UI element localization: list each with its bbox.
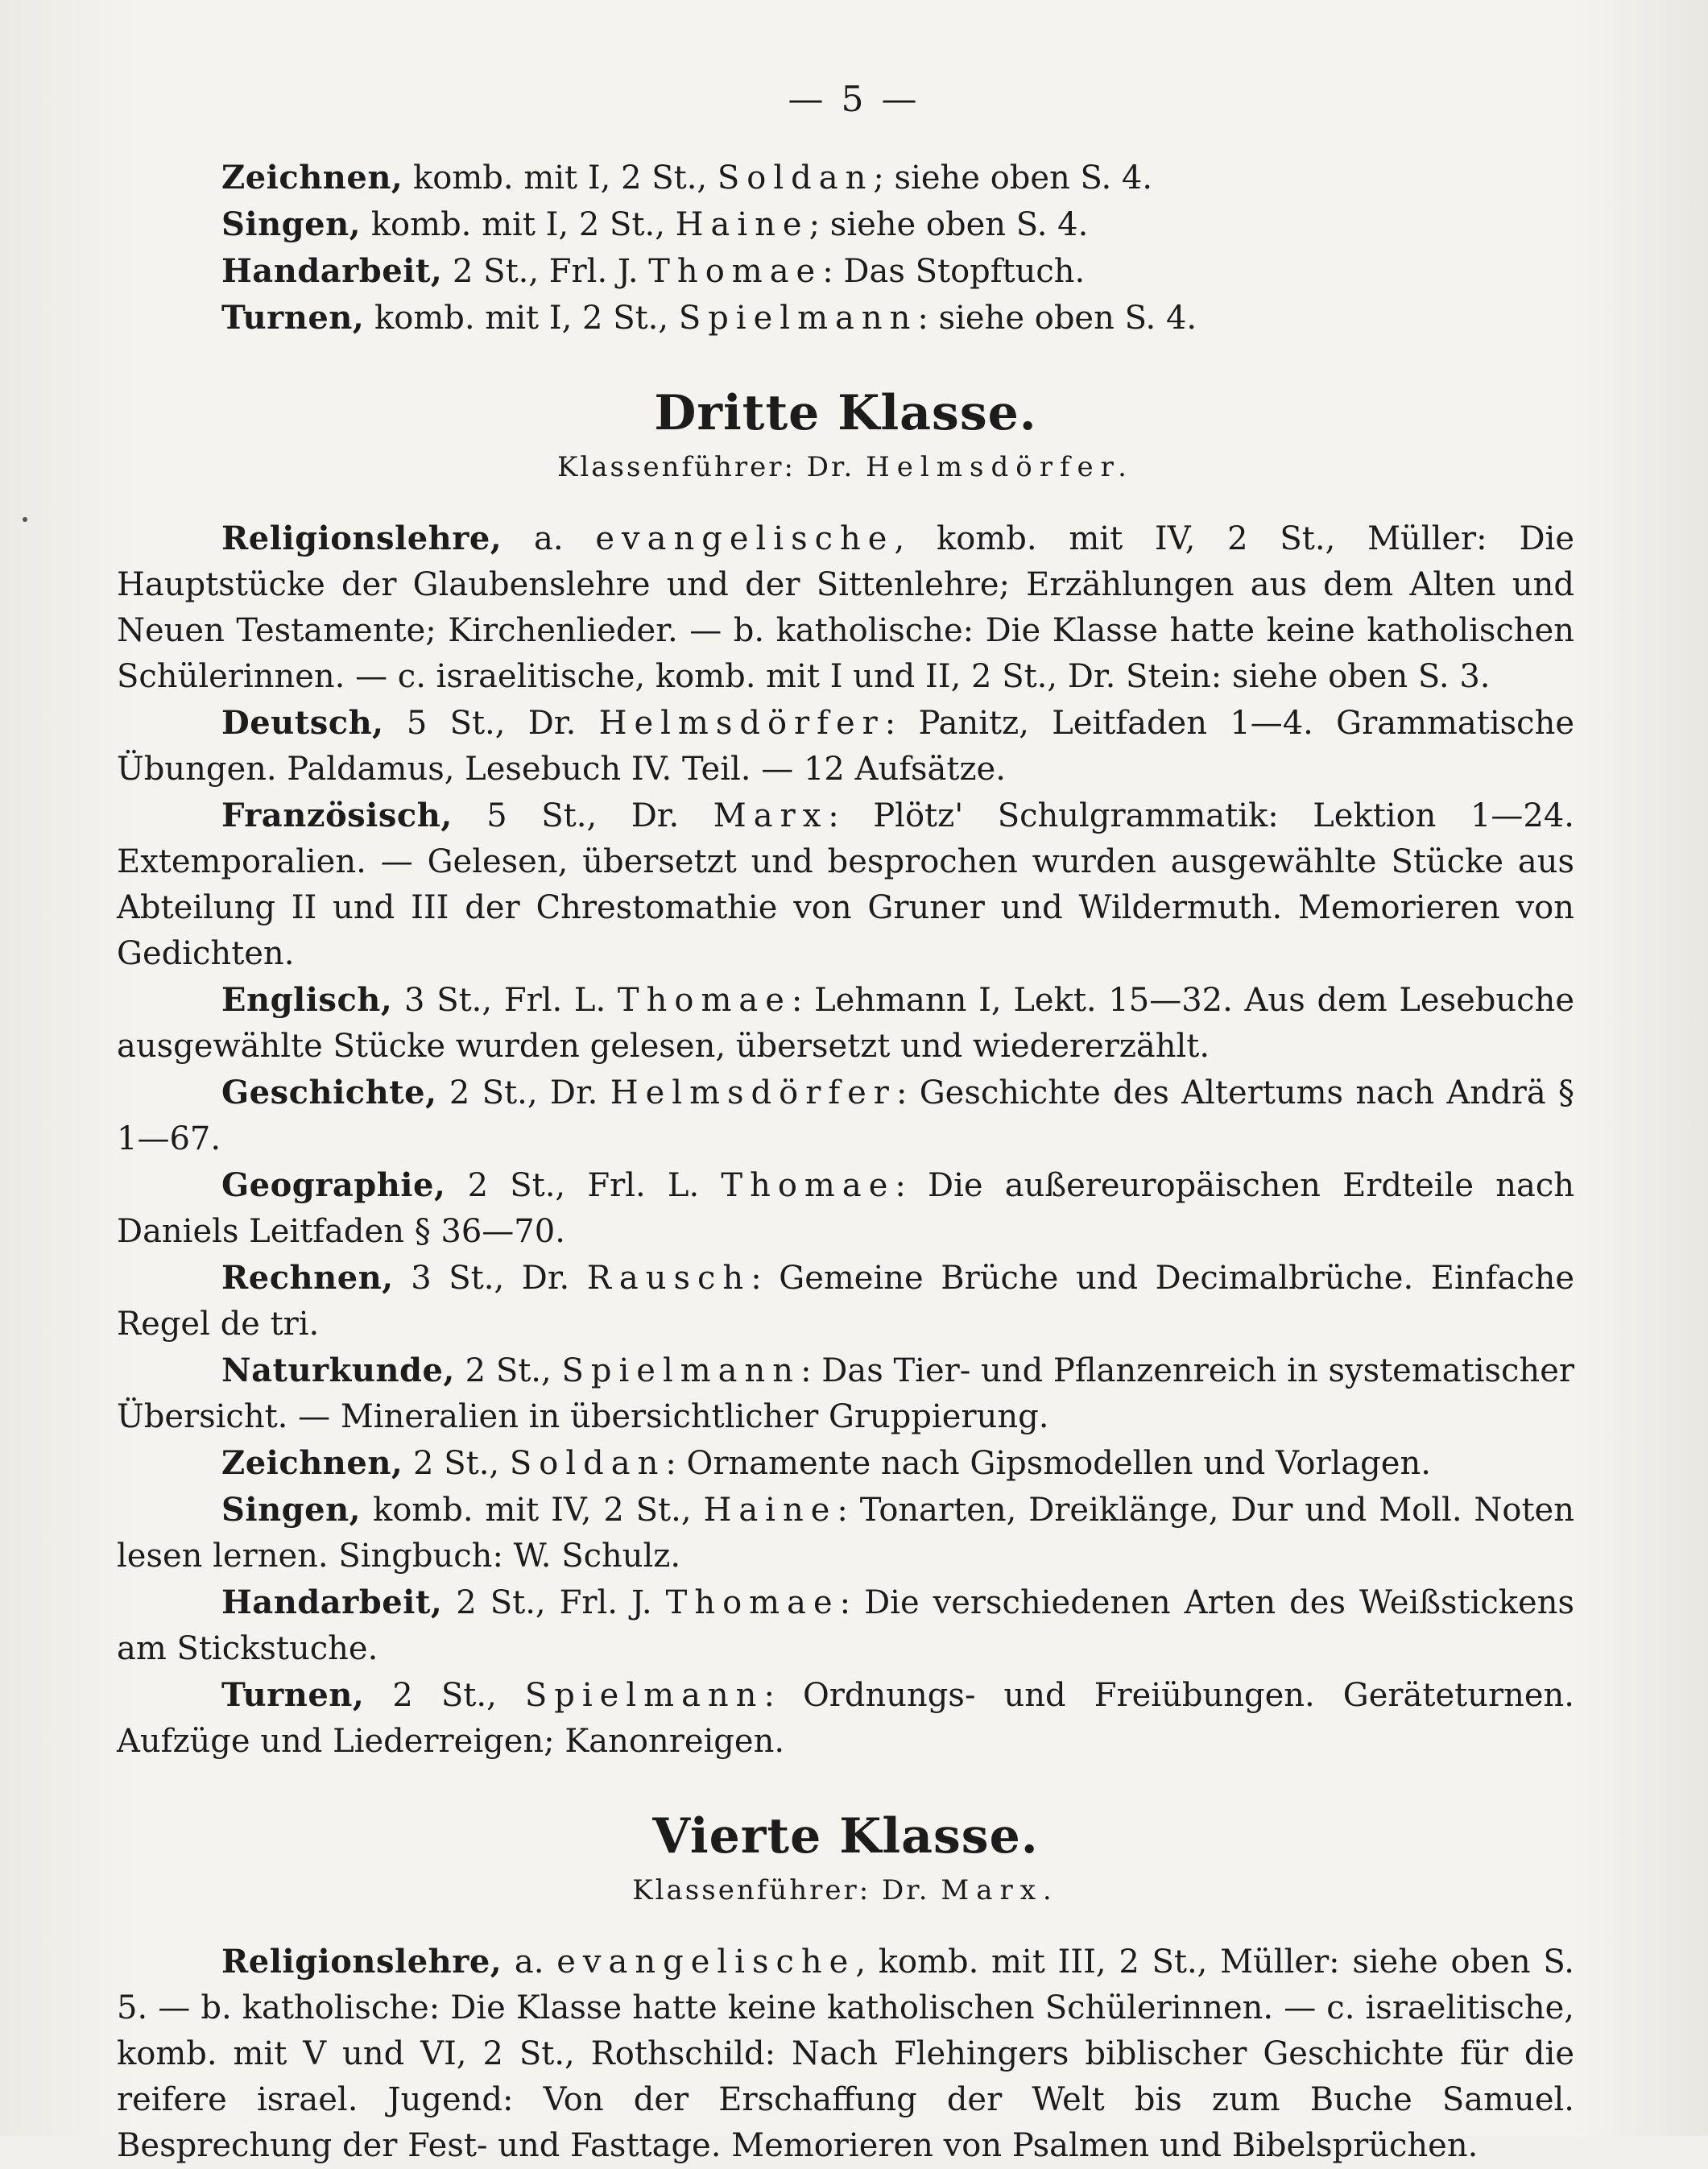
subject-entry: Singen, komb. mit IV, 2 St., Haine: Tonarten, Dreiklänge, Dur und Moll. Noten lesen lernen. Singbuch: W. Schulz.	[117, 1491, 1574, 1575]
teacher-name: Haine	[703, 1492, 837, 1529]
subject-entry: Zeichnen, 2 St., Soldan: Ornamente nach Gipsmodellen und Vorlagen.	[221, 1444, 1431, 1482]
page-number: — 5 —	[788, 79, 920, 120]
teacher-name: Rausch	[586, 1260, 751, 1297]
subject-name: Rechnen,	[221, 1259, 394, 1297]
class-leader-name: Helmsdörfer.	[866, 451, 1134, 483]
subject-name: Turnen,	[221, 299, 365, 337]
teacher-name: Spielmann	[524, 1677, 764, 1714]
teacher-name: Marx	[713, 797, 829, 834]
subject-name: Turnen,	[221, 1676, 365, 1714]
section-heading-dritte-klasse: Dritte Klasse.	[654, 385, 1037, 441]
subject-entry: Naturkunde, 2 St., Spielmann: Das Tier- und Pflanzenreich in systematischer Übersicht. — Mineralien in übersichtlicher Gruppierung.	[117, 1351, 1574, 1435]
subject-entry: Deutsch, 5 St., Dr. Helmsdörfer: Panitz, Leitfaden 1—4. Grammatische Übungen. Paldamus, Lesebuch IV. Teil. — 12 Aufsätze.	[117, 704, 1575, 788]
subject-entry: Englisch, 3 St., Frl. L. Thomae: Lehmann I, Lekt. 15—32. Aus dem Lesebuche ausgewählte Stücke wurden gelesen, übersetzt und wiedererzählt.	[117, 981, 1575, 1065]
teacher-name: Thomae	[648, 253, 823, 290]
subject-name: Geographie,	[221, 1166, 446, 1204]
subject-name: Handarbeit,	[221, 252, 443, 290]
subject-name: Französisch,	[221, 797, 453, 834]
subject-entry: Religionslehre, a. evangelische, komb. mit IV, 2 St., Müller: Die Hauptstücke der Glaubenslehre und der Sittenlehre; Erzählungen aus dem Alten und Neuen Testamente; Kirchenlieder. — b. katholische: Die Klasse hatte keine katholischen Schülerinnen. — c. israelitische, komb. mit I und II, 2 St., Dr. Stein: siehe oben S. 3.	[117, 519, 1574, 695]
subject-entry: Turnen, komb. mit I, 2 St., Spielmann: siehe oben S. 4.	[221, 299, 1197, 337]
teacher-name: Helmsdörfer	[598, 705, 885, 742]
class-leader-name: Marx.	[941, 1874, 1059, 1906]
subject-name: Singen,	[221, 205, 362, 243]
subject-name: Religionslehre,	[221, 519, 502, 557]
teacher-name: Haine	[675, 206, 809, 243]
teacher-name: Thomae	[617, 982, 792, 1019]
subject-name: Englisch,	[221, 981, 393, 1019]
teacher-name: Thomae	[721, 1167, 895, 1204]
subject-name: Handarbeit,	[221, 1583, 443, 1621]
teacher-name: Spielmann	[561, 1352, 801, 1389]
subject-entry: Turnen, 2 St., Spielmann: Ordnungs- und Freiübungen. Geräteturnen. Aufzüge und Liederreigen; Kanonreigen.	[117, 1676, 1574, 1760]
teacher-name: Soldan	[717, 159, 874, 197]
teacher-name: Soldan	[509, 1445, 666, 1482]
teacher-name: Thomae	[665, 1584, 840, 1621]
class-leader-line: Klassenführer: Dr. Helmsdörfer.	[557, 451, 1134, 483]
subject-entry: Handarbeit, 2 St., Frl. J. Thomae: Das Stopftuch.	[221, 252, 1086, 290]
teacher-name: evangelische	[595, 520, 895, 557]
subject-entry: Handarbeit, 2 St., Frl. J. Thomae: Die verschiedenen Arten des Weißstickens am Stickstuche.	[117, 1583, 1574, 1667]
subject-name: Naturkunde,	[221, 1351, 455, 1389]
teacher-name: evangelische	[556, 1943, 856, 1981]
subject-name: Deutsch,	[221, 704, 384, 742]
teacher-name: Helmsdörfer	[610, 1074, 896, 1111]
subject-name: Zeichnen,	[221, 1444, 403, 1482]
subject-entry: Singen, komb. mit I, 2 St., Haine; siehe oben S. 4.	[221, 205, 1089, 243]
section-heading-vierte-klasse: Vierte Klasse.	[652, 1808, 1039, 1865]
teacher-name: Spielmann	[678, 300, 918, 337]
page-content	[117, 155, 1574, 2169]
subject-entry: Zeichnen, komb. mit I, 2 St., Soldan; siehe oben S. 4.	[221, 159, 1153, 197]
subject-name: Singen,	[221, 1491, 362, 1529]
class-leader-line: Klassenführer: Dr. Marx.	[632, 1874, 1059, 1906]
subject-entry: Französisch, 5 St., Dr. Marx: Plötz' Schulgrammatik: Lektion 1—24. Extemporalien. — Gelesen, übersetzt und besprochen wurden ausgewählte Stücke aus Abteilung II und III der Chrestomathie von Gruner und Wildermuth. Memorieren von Gedichten.	[117, 797, 1575, 972]
ink-speck	[23, 517, 27, 522]
subject-entry: Rechnen, 3 St., Dr. Rausch: Gemeine Brüche und Decimalbrüche. Einfache Regel de tri.	[117, 1259, 1575, 1343]
subject-entry: Geographie, 2 St., Frl. L. Thomae: Die außereuropäischen Erdteile nach Daniels Leitfaden § 36—70.	[117, 1166, 1575, 1250]
subject-entry: Geschichte, 2 St., Dr. Helmsdörfer: Geschichte des Altertums nach Andrä § 1—67.	[117, 1074, 1574, 1157]
subject-entry: Religionslehre, a. evangelische, komb. mit III, 2 St., Müller: siehe oben S. 5. — b. katholische: Die Klasse hatte keine katholischen Schülerinnen. — c. israelitische, komb. mit V und VI, 2 St., Rothschild: Nach Flehingers biblischer Geschichte für die reifere israel. Jugend: Von der Erschaffung der Welt bis zum Buche Samuel. Besprechung der Fest- und Fasttage. Memorieren von Psalmen und Bibelsprüchen.	[117, 1943, 1575, 2164]
subject-name: Religionslehre,	[221, 1943, 502, 1981]
subject-name: Geschichte,	[221, 1074, 437, 1111]
subject-name: Zeichnen,	[221, 159, 403, 197]
